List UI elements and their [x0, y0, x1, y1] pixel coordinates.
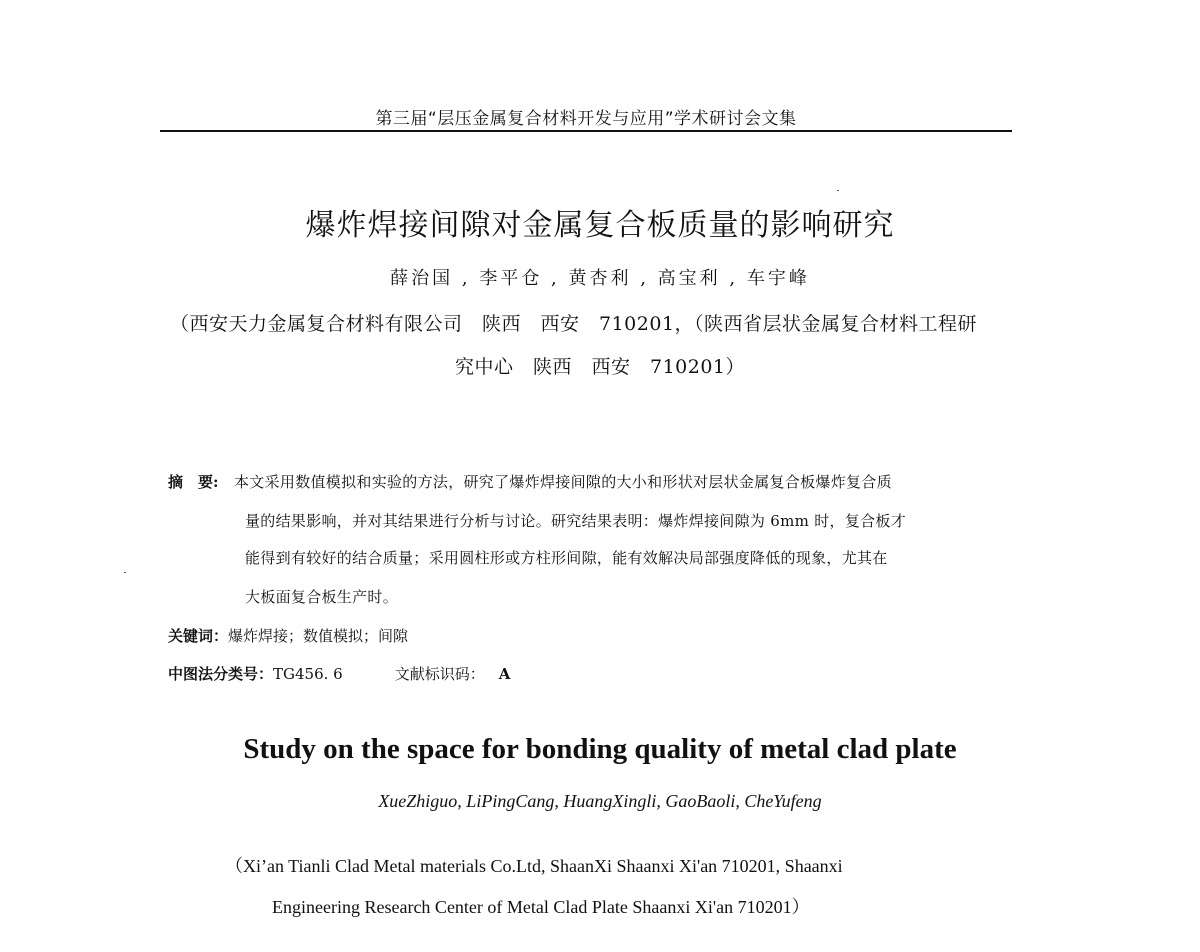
affiliation-english-line-1: （Xi’an Tianli Clad Metal materials Co.Ltd, ShaanXi Shaanxi Xi'an 710201, Shaanxi	[225, 856, 843, 876]
title-english: Study on the space for bonding quality of metal clad plate	[243, 733, 957, 765]
classification-value: TG456. 6	[273, 665, 343, 683]
classification-row	[168, 663, 510, 684]
authors-chinese: 薛治国 , 李平仓 , 黄杏利 , 高宝利 , 车宇峰	[390, 268, 810, 289]
keywords-value: 爆炸焊接；数值模拟；间隙	[228, 627, 409, 645]
keywords-row	[168, 625, 408, 646]
affiliation-chinese-line-2: 究中心 陕西 西安 710201）	[454, 356, 746, 378]
affiliation-english-line-2: Engineering Research Center of Metal Clad Plate Shaanxi Xi'an 710201）	[272, 897, 810, 917]
scan-speck	[124, 572, 126, 573]
header-rule	[160, 130, 1012, 132]
abstract-line: 本文采用数值模拟和实验的方法，研究了爆炸焊接间隙的大小和形状对层状金属复合板爆炸复合质	[234, 473, 892, 491]
affiliation-chinese-line-1: （西安天力金属复合材料有限公司 陕西 西安 710201，（陕西省层状金属复合材料工程研	[170, 313, 978, 335]
abstract-label: 摘 要:	[168, 473, 219, 491]
running-header: 第三届“层压金属复合材料开发与应用”学术研讨会文集	[375, 109, 797, 129]
scan-speck	[837, 190, 839, 191]
document-code-label: 文献标识码：	[394, 665, 485, 683]
authors-english: XueZhiguo, LiPingCang, HuangXingli, GaoBaoli, CheYufeng	[378, 791, 822, 811]
classification-label: 中图法分类号：	[168, 665, 274, 683]
abstract-line: 量的结果影响，并对其结果进行分析与讨论。研究结果表明：爆炸焊接间隙为 6mm 时，复合板才	[245, 512, 907, 530]
abstract-line: 能得到有较好的结合质量；采用圆柱形或方柱形间隙，能有效解决局部强度降低的现象，尤其在	[245, 549, 888, 567]
abstract-line: 大板面复合板生产时。	[245, 588, 399, 606]
document-code-value: A	[498, 665, 511, 683]
keywords-label: 关键词：	[168, 627, 229, 645]
title-chinese: 爆炸焊接间隙对金属复合板质量的影响研究	[305, 208, 895, 243]
